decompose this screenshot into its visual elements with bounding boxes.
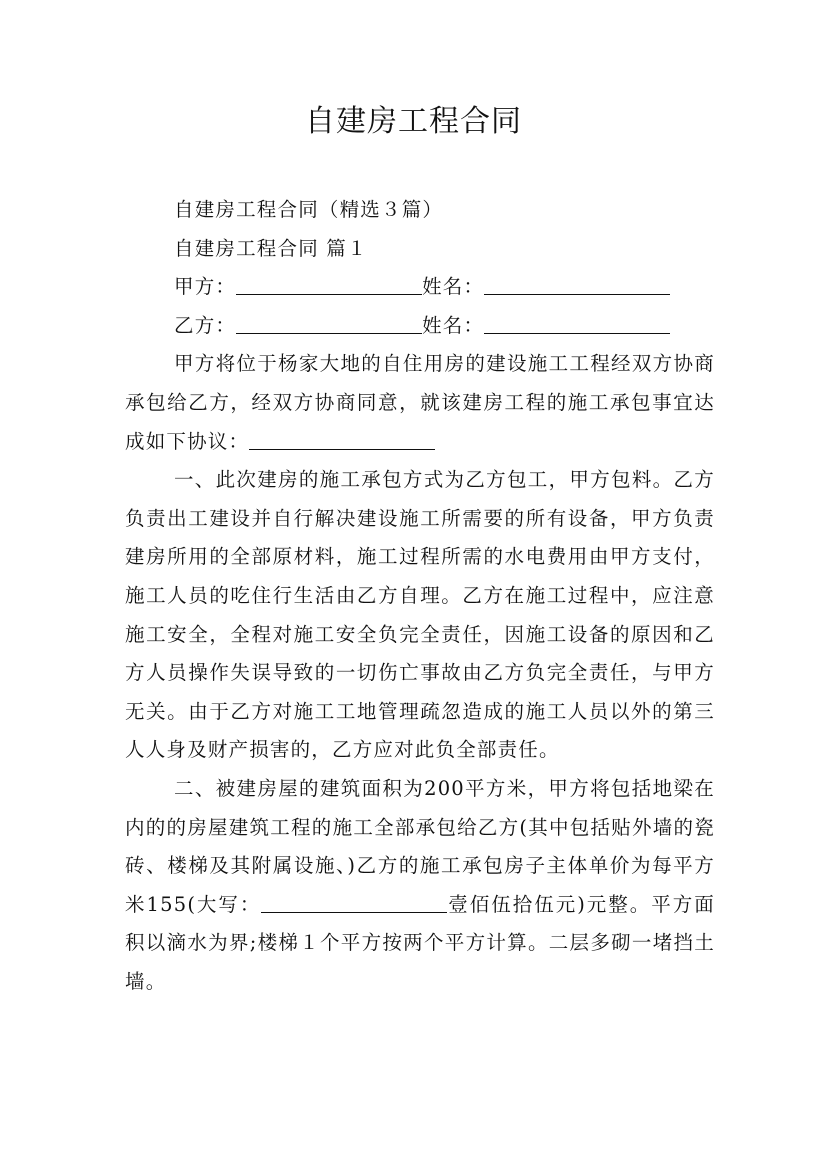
party-a-row xyxy=(125,268,715,307)
party-b-label: 乙方： xyxy=(174,313,237,337)
document-subtitle: 自建房工程合同（精选３篇） xyxy=(174,198,444,221)
party-b-name-label: 姓名： xyxy=(422,313,485,337)
clause-2-text-b: 壹佰伍拾伍元)元整。平方面积以滴水为界;楼梯１个平方按两个平方计算。二层多砌一堵挡土墙。 xyxy=(125,892,715,993)
party-a-label: 甲方： xyxy=(174,275,237,299)
clause-2-text-a: 二、被建房屋的建筑面积为200平方米，甲方将包括地梁在内的的房屋建筑工程的施工全部承包给乙方(其中包括贴外墙的瓷砖、楼梯及其附属设施、)乙方的施工承包房子主体单价为每平方米155(大写： xyxy=(125,776,715,916)
clause-1-paragraph: 一、此次建房的施工承包方式为乙方包工，甲方包料。乙方负责出工建设并自行解决建设施工所需要的所有设备，甲方负责建房所用的全部原材料，施工过程所需的水电费用由甲方支付，施工人员的吃住行生活由乙方自理。乙方在施工过程中，应注意施工安全，全程对施工安全负完全责任，因施工设备的原因和乙方人员操作失误导致的一切伤亡事故由乙方负完全责任，与甲方无关。由于乙方对施工工地管理疏忽造成的施工人员以外的第三人人身及财产损害的，乙方应对此负全部责任。 xyxy=(125,468,715,762)
document-title: 自建房工程合同 xyxy=(305,104,522,139)
clause-2-blank xyxy=(261,892,447,913)
clause-2-paragraph xyxy=(125,770,715,1002)
document-body xyxy=(125,191,715,1001)
intro-blank xyxy=(249,429,435,450)
intro-paragraph xyxy=(125,345,715,461)
party-a-blank xyxy=(236,274,422,295)
party-a-name-blank xyxy=(484,274,670,295)
section-heading: 自建房工程合同 篇１ xyxy=(174,236,368,260)
party-b-name-blank xyxy=(484,313,670,334)
intro-text: 甲方将位于杨家大地的自住用房的建设施工工程经双方协商承包给乙方，经双方协商同意，就该建房工程的施工承包事宜达成如下协议： xyxy=(125,352,715,453)
party-a-name-label: 姓名： xyxy=(422,275,485,299)
party-b-row xyxy=(125,307,715,346)
party-b-blank xyxy=(236,313,422,334)
